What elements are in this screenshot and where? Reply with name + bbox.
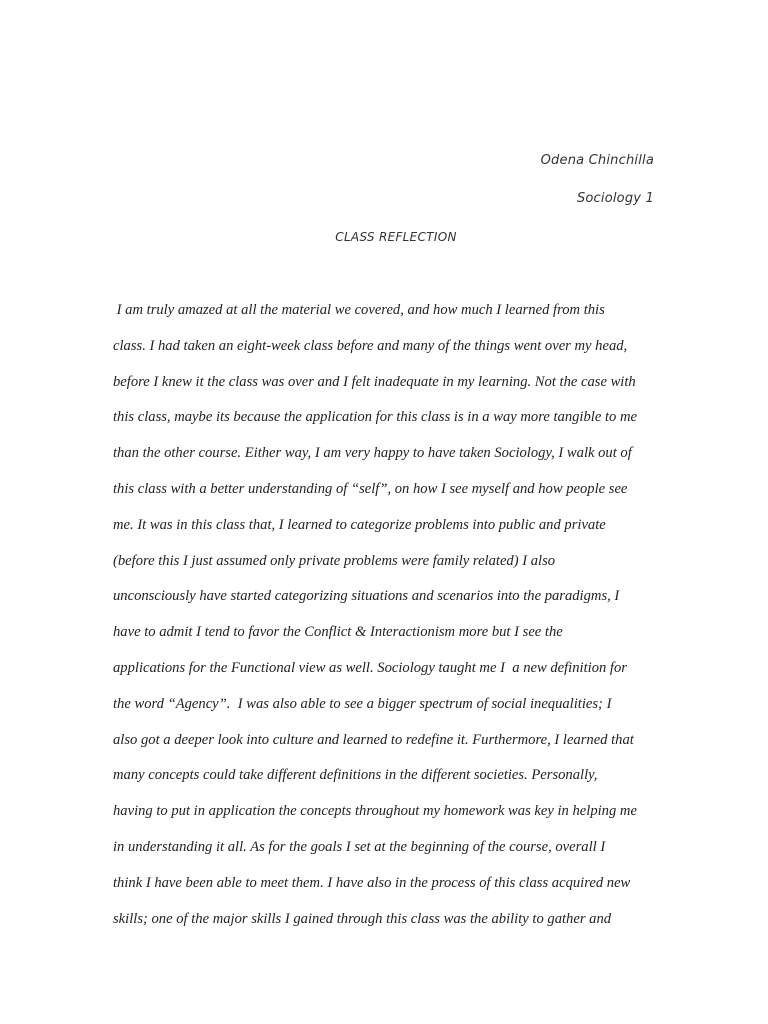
text-line: applications for the Functional view as well. Sociology taught me I a new definition for [113, 659, 627, 676]
text-line: many concepts could take different definitions in the different societies. Personally, [113, 767, 598, 784]
text-line: this class, maybe its because the application for this class is in a way more tangible to me [113, 409, 637, 426]
author-name: Odena Chinchilla [540, 153, 654, 168]
text-line: (before this I just assumed only private problems were family related) I also [113, 552, 556, 569]
document-title: CLASS REFLECTION [335, 230, 457, 244]
text-line: in understanding it all. As for the goals I set at the beginning of the course, overall I [113, 838, 606, 855]
text-line: than the other course. Either way, I am very happy to have taken Sociology, I walk out of [113, 445, 632, 462]
text-line: before I knew it the class was over and I felt inadequate in my learning. Not the case with [113, 373, 636, 390]
text-line: me. It was in this class that, I learned to categorize problems into public and private [113, 516, 606, 533]
text-line: unconsciously have started categorizing situations and scenarios into the paradigms, I [113, 588, 620, 605]
text-line: having to put in application the concepts throughout my homework was key in helping me [113, 803, 637, 820]
text-line: class. I had taken an eight-week class before and many of the things went over my head, [113, 337, 628, 354]
text-line: have to admit I tend to favor the Conflict & Interactionism more but I see the [113, 624, 563, 641]
body-paragraph [113, 300, 673, 944]
text-line: this class with a better understanding of “self”, on how I see myself and how people see [113, 480, 628, 497]
text-line: skills; one of the major skills I gained through this class was the ability to gather and [113, 910, 612, 927]
text-line: I am truly amazed at all the material we covered, and how much I learned from this [113, 302, 605, 318]
course-name: Sociology 1 [576, 191, 654, 206]
text-line: think I have been able to meet them. I have also in the process of this class acquired new [113, 874, 631, 891]
text-line: also got a deeper look into culture and learned to redefine it. Furthermore, I learned that [113, 731, 634, 748]
text-line: the word “Agency”. I was also able to see a bigger spectrum of social inequalities; I [113, 695, 612, 712]
